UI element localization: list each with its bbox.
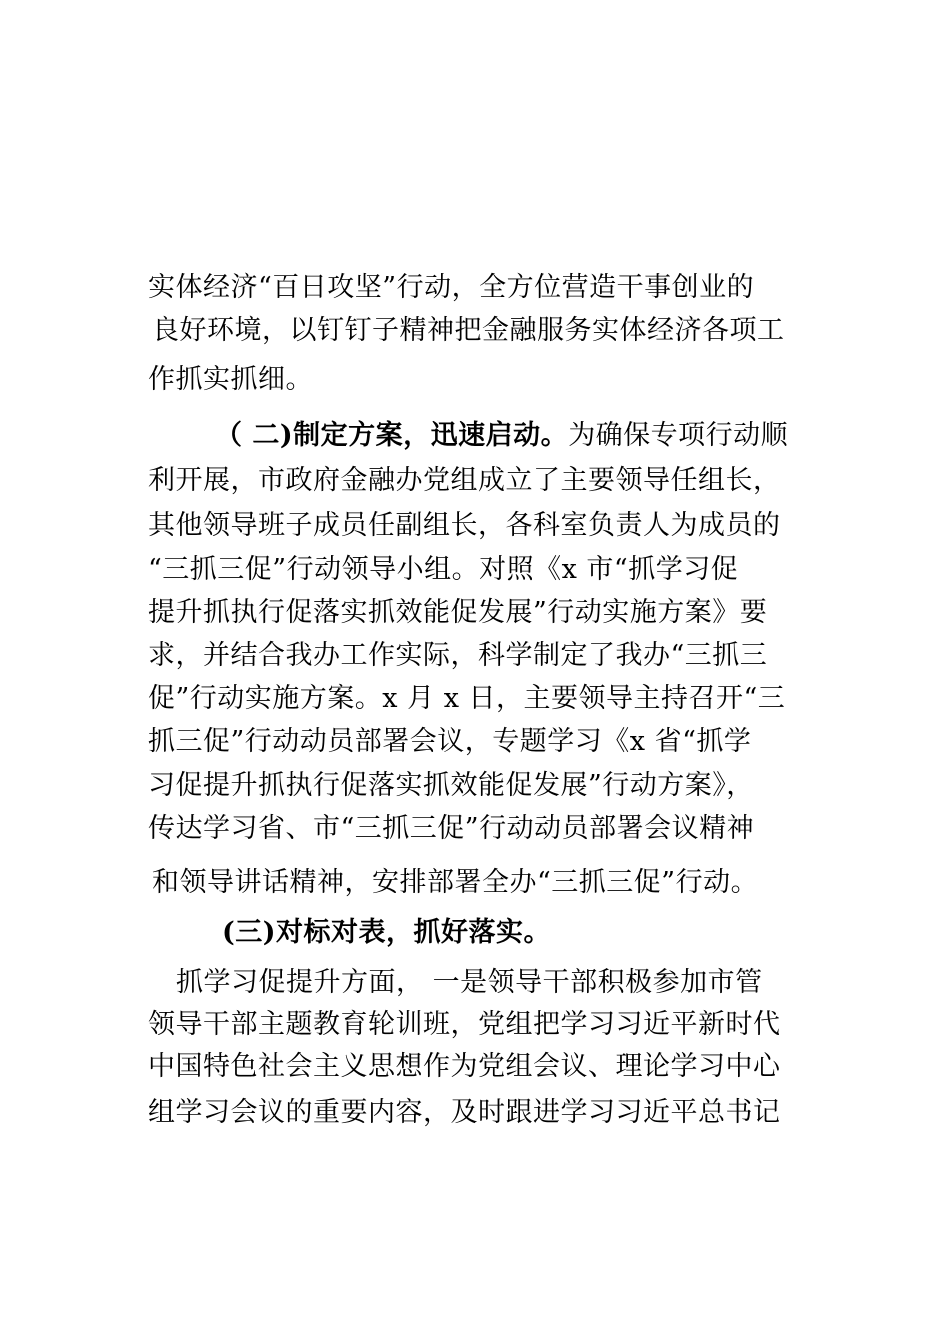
paragraph-line: 组学习会议的重要内容，及时跟进学习习近平总书记: [148, 1097, 781, 1128]
paragraph-line: 抓学习促提升方面， 一是领导干部积极参加市管: [176, 967, 763, 998]
paragraph-text: 为确保专项行动顺: [568, 420, 789, 451]
paragraph-line: 利开展，市政府金融办党组成立了主要领导任组长，: [148, 465, 781, 496]
paragraph-line: 其他领导班子成员任副组长，各科室负责人为成员的: [148, 510, 781, 541]
section-heading-line: [215, 418, 875, 454]
paragraph-line: 习促提升抓执行促落实抓效能促发展”行动方案》，: [148, 770, 754, 801]
paragraph-line: 抓三促”行动动员部署会议，专题学习《x 省“抓学: [148, 726, 752, 757]
paragraph-line: 良好环境，以钉钉子精神把金融服务实体经济各项工: [152, 315, 785, 346]
section-heading-3: (三)对标对表，抓好落实。: [222, 917, 552, 948]
paragraph-line: 领导干部主题教育轮训班，党组把学习习近平新时代: [148, 1009, 781, 1040]
paragraph-line: 作抓实抓细。: [148, 364, 313, 395]
paragraph-line: 实体经济“百日攻坚”行动，全方位营造干事创业的: [148, 272, 755, 303]
paragraph-line: 促”行动实施方案。x 月 x 日，主要领导主持召开“三: [148, 683, 786, 714]
paragraph-line: 传达学习省、市“三抓三促”行动动员部署会议精神: [148, 813, 755, 844]
paragraph-line: “三抓三促”行动领导小组。对照《x 市“抓学习促: [148, 554, 739, 585]
paragraph-line: 和领导讲话精神，安排部署全办“三抓三促”行动。: [152, 867, 759, 898]
paragraph-line: 中国特色社会主义思想作为党组会议、理论学习中心: [148, 1051, 781, 1082]
section-heading-2: （ 二)制定方案，迅速启动。: [215, 420, 569, 451]
paragraph-line: 提升抓执行促落实抓效能促发展”行动实施方案》要: [148, 597, 768, 628]
paragraph-line: 求，并结合我办工作实际，科学制定了我办“三抓三: [148, 640, 768, 671]
